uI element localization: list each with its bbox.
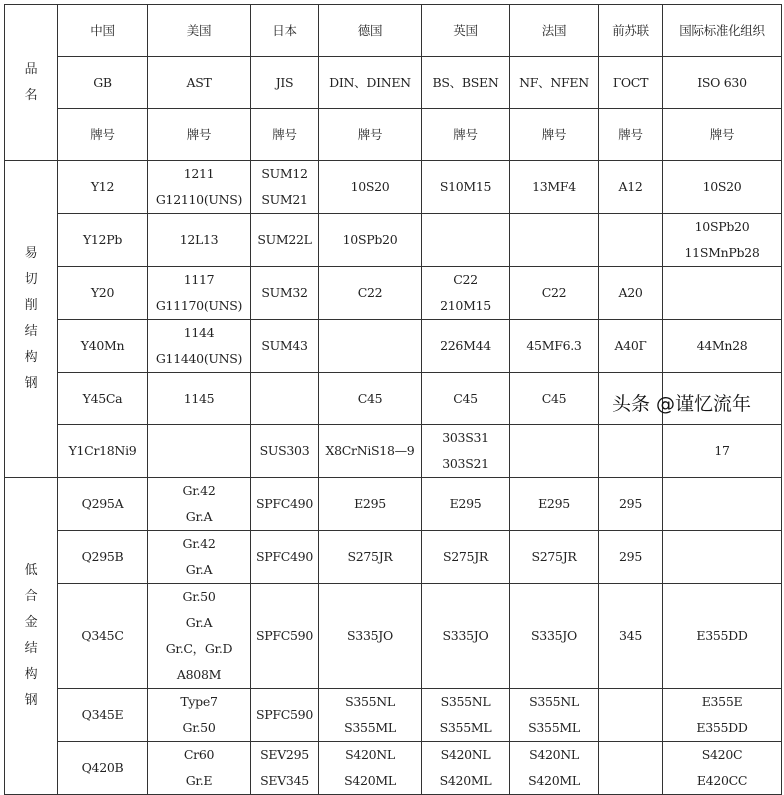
grade-cell: A20	[599, 267, 663, 320]
row-label-cell: 品 名	[5, 5, 58, 161]
grade-cell: S335JO	[422, 584, 510, 689]
grade-cell	[319, 320, 422, 373]
grade-cell: S420NL S420ML	[510, 742, 599, 795]
grade-cell: A12	[599, 161, 663, 214]
grade-label-cell: 牌号	[319, 109, 422, 161]
grade-cell: 295	[599, 531, 663, 584]
grade-cell	[599, 214, 663, 267]
grade-cell: S355NL S355ML	[510, 689, 599, 742]
table-row	[5, 267, 782, 320]
header-row	[5, 5, 782, 57]
header-row	[5, 57, 782, 109]
grade-cell: S420C E420CC	[663, 742, 782, 795]
grade-cell: S335JO	[319, 584, 422, 689]
grade-cell: 10SPb20 11SMnPb28	[663, 214, 782, 267]
gb-grade-cell: Q420B	[58, 742, 148, 795]
country-header: 德国	[319, 5, 422, 57]
grade-cell: S275JR	[319, 531, 422, 584]
standard-header: JIS	[251, 57, 319, 109]
grade-cell	[599, 689, 663, 742]
grade-cell: E295	[319, 478, 422, 531]
grade-cell	[663, 267, 782, 320]
table-row	[5, 531, 782, 584]
country-header: 前苏联	[599, 5, 663, 57]
grade-cell: S420NL S420ML	[319, 742, 422, 795]
country-header: 日本	[251, 5, 319, 57]
gb-grade-cell: Y20	[58, 267, 148, 320]
grade-cell	[510, 425, 599, 478]
gb-grade-cell: Y12Pb	[58, 214, 148, 267]
grade-cell: SPFC490	[251, 478, 319, 531]
gb-grade-cell: Q295B	[58, 531, 148, 584]
grade-cell: SUM22L	[251, 214, 319, 267]
standard-header: ISO 630	[663, 57, 782, 109]
grade-cell: E355DD	[663, 584, 782, 689]
grade-cell: 10S20	[663, 161, 782, 214]
grade-cell: 17	[663, 425, 782, 478]
grade-cell: A40Г	[599, 320, 663, 373]
table-row	[5, 742, 782, 795]
country-header: 英国	[422, 5, 510, 57]
table-row	[5, 478, 782, 531]
grade-cell: Gr.42 Gr.A	[148, 478, 251, 531]
category-cell: 易 切 削 结 构 钢	[5, 161, 58, 478]
table-row	[5, 320, 782, 373]
table-row	[5, 584, 782, 689]
standard-header: ГOCT	[599, 57, 663, 109]
grade-cell: E295	[510, 478, 599, 531]
grade-label-cell: 牌号	[251, 109, 319, 161]
table-row	[5, 425, 782, 478]
grade-cell: SUS303	[251, 425, 319, 478]
category-cell: 低 合 金 结 构 钢	[5, 478, 58, 795]
table-row	[5, 214, 782, 267]
gb-grade-cell: Q345C	[58, 584, 148, 689]
grade-cell: 10S20	[319, 161, 422, 214]
grade-cell: S355NL S355ML	[319, 689, 422, 742]
grade-cell: 1145	[148, 373, 251, 425]
grade-cell: C45	[319, 373, 422, 425]
country-header: 国际标准化组织	[663, 5, 782, 57]
grade-cell: SPFC490	[251, 531, 319, 584]
header-row	[5, 109, 782, 161]
country-header: 中国	[58, 5, 148, 57]
watermark: 头条 @谨忆流年	[612, 393, 752, 415]
grade-cell: 345	[599, 584, 663, 689]
grade-cell: SUM12 SUM21	[251, 161, 319, 214]
grade-cell	[663, 478, 782, 531]
grade-cell: C45	[510, 373, 599, 425]
standard-header: NF、NFEN	[510, 57, 599, 109]
gb-grade-cell: Y1Cr18Ni9	[58, 425, 148, 478]
grade-cell: 1211 G12110(UNS)	[148, 161, 251, 214]
grade-cell: 13MF4	[510, 161, 599, 214]
country-header: 美国	[148, 5, 251, 57]
grade-cell: Cr60 Gr.E	[148, 742, 251, 795]
grade-cell: S420NL S420ML	[422, 742, 510, 795]
grade-cell: SEV295 SEV345	[251, 742, 319, 795]
grade-cell: Type7 Gr.50	[148, 689, 251, 742]
standard-header: GB	[58, 57, 148, 109]
grade-label-cell: 牌号	[148, 109, 251, 161]
grade-cell	[599, 425, 663, 478]
grade-cell	[599, 742, 663, 795]
table-row	[5, 161, 782, 214]
grade-cell: C22	[510, 267, 599, 320]
grade-label-cell: 牌号	[510, 109, 599, 161]
grade-label-cell: 牌号	[58, 109, 148, 161]
grade-cell	[251, 373, 319, 425]
grade-cell: S10M15	[422, 161, 510, 214]
grade-cell: E295	[422, 478, 510, 531]
grade-cell: 45MF6.3	[510, 320, 599, 373]
grade-cell: 10SPb20	[319, 214, 422, 267]
grade-cell: S335JO	[510, 584, 599, 689]
grade-cell: 303S31 303S21	[422, 425, 510, 478]
table-row	[5, 689, 782, 742]
standard-header: DIN、DINEN	[319, 57, 422, 109]
grade-cell: S355NL S355ML	[422, 689, 510, 742]
gb-grade-cell: Y12	[58, 161, 148, 214]
grade-cell: X8CrNiS18—9	[319, 425, 422, 478]
gb-grade-cell: Y45Ca	[58, 373, 148, 425]
grade-cell	[148, 425, 251, 478]
standard-header: BS、BSEN	[422, 57, 510, 109]
grade-label-cell: 牌号	[663, 109, 782, 161]
grade-cell: 44Mn28	[663, 320, 782, 373]
standard-header: AST	[148, 57, 251, 109]
grade-cell: 295	[599, 478, 663, 531]
grade-cell: 1144 G11440(UNS)	[148, 320, 251, 373]
grade-cell: 226M44	[422, 320, 510, 373]
grade-cell: 1117 G11170(UNS)	[148, 267, 251, 320]
grade-cell: 12L13	[148, 214, 251, 267]
grade-cell	[663, 531, 782, 584]
grade-cell: SUM32	[251, 267, 319, 320]
grade-cell	[510, 214, 599, 267]
grade-cell	[422, 214, 510, 267]
grade-cell: S275JR	[422, 531, 510, 584]
grade-cell: SUM43	[251, 320, 319, 373]
grade-cell: C45	[422, 373, 510, 425]
grade-cell: S275JR	[510, 531, 599, 584]
country-header: 法国	[510, 5, 599, 57]
grade-cell: Gr.50 Gr.A Gr.C，Gr.D A808M	[148, 584, 251, 689]
grade-cell: SPFC590	[251, 584, 319, 689]
grade-cell: E355E E355DD	[663, 689, 782, 742]
grade-cell: SPFC590	[251, 689, 319, 742]
gb-grade-cell: Q345E	[58, 689, 148, 742]
grade-cell: Gr.42 Gr.A	[148, 531, 251, 584]
grade-label-cell: 牌号	[599, 109, 663, 161]
gb-grade-cell: Q295A	[58, 478, 148, 531]
grade-cell: C22 210M15	[422, 267, 510, 320]
grade-cell: C22	[319, 267, 422, 320]
gb-grade-cell: Y40Mn	[58, 320, 148, 373]
grade-label-cell: 牌号	[422, 109, 510, 161]
